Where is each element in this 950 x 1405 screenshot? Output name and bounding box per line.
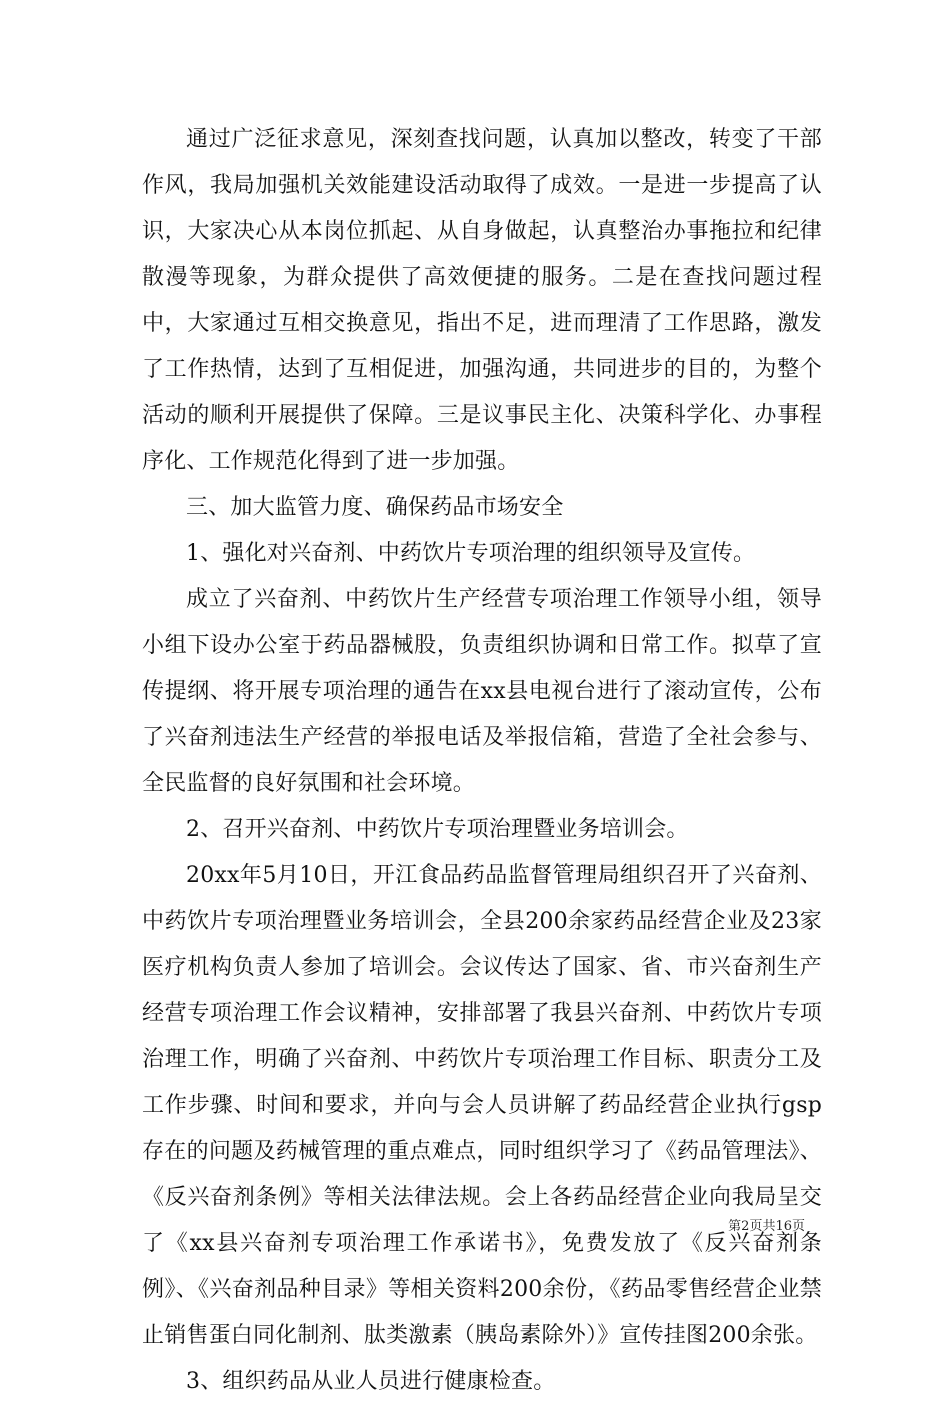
subheading-health-check: 3、组织药品从业人员进行健康检查。 (186, 1369, 556, 1394)
subheading-leadership-publicity: 1、强化对兴奋剂、中药饮片专项治理的组织领导及宣传。 (186, 541, 756, 566)
paragraph-leadership-group: 成立了兴奋剂、中药饮片生产经营专项治理工作领导小组，领导小组下设办公室于药品器械股，负责组织协调和日常工作。拟草了宣传提纲、将开展专项治理的通告在xx县电视台进行了滚动宣传，公布了兴奋剂违法生产经营的举报电话及举报信箱，营造了全社会参与、全民监督的良好氛围和社会环境。 (142, 587, 822, 796)
subheading-training-meeting: 2、召开兴奋剂、中药饮片专项治理暨业务培训会。 (186, 817, 689, 842)
paragraph-efficiency-results: 通过广泛征求意见，深刻查找问题，认真加以整改，转变了干部作风，我局加强机关效能建设活动取得了成效。一是进一步提高了认识，大家决心从本岗位抓起、从自身做起，认真整治办事拖拉和纪律散漫等现象，为群众提供了高效便捷的服务。二是在查找问题过程中，大家通过互相交换意见，指出不足，进而理清了工作思路，激发了工作热情，达到了互相促进，加强沟通，共同进步的目的，为整个活动的顺利开展提供了保障。三是议事民主化、决策科学化、办事程序化、工作规范化得到了进一步加强。 (142, 127, 822, 474)
section-heading-supervision: 三、加大监管力度、确保药品市场安全 (186, 495, 564, 520)
paragraph-training-meeting: 20xx年5月10日，开江食品药品监督管理局组织召开了兴奋剂、中药饮片专项治理暨业务培训会，全县200余家药品经营企业及23家医疗机构负责人参加了培训会。会议传达了国家、省、市兴奋剂生产经营专项治理工作会议精神，安排部署了我县兴奋剂、中药饮片专项治理工作，明确了兴奋剂、中药饮片专项治理工作目标、职责分工及工作步骤、时间和要求，并向与会人员讲解了药品经营企业执行gsp存在的问题及药械管理的重点难点，同时组织学习了《药品管理法》、《反兴奋剂条例》等相关法律法规。会上各药品经营企业向我局呈交了《xx县兴奋剂专项治理工作承诺书》，免费发放了《反兴奋剂条例》、《兴奋剂品种目录》等相关资料200余份，《药品零售经营企业禁止销售蛋白同化制剂、肽类激素（胰岛素除外）》宣传挂图200余张。 (142, 863, 822, 1348)
document-body (142, 117, 822, 1405)
page-number-footer: 第2页共16页 (728, 1219, 805, 1234)
